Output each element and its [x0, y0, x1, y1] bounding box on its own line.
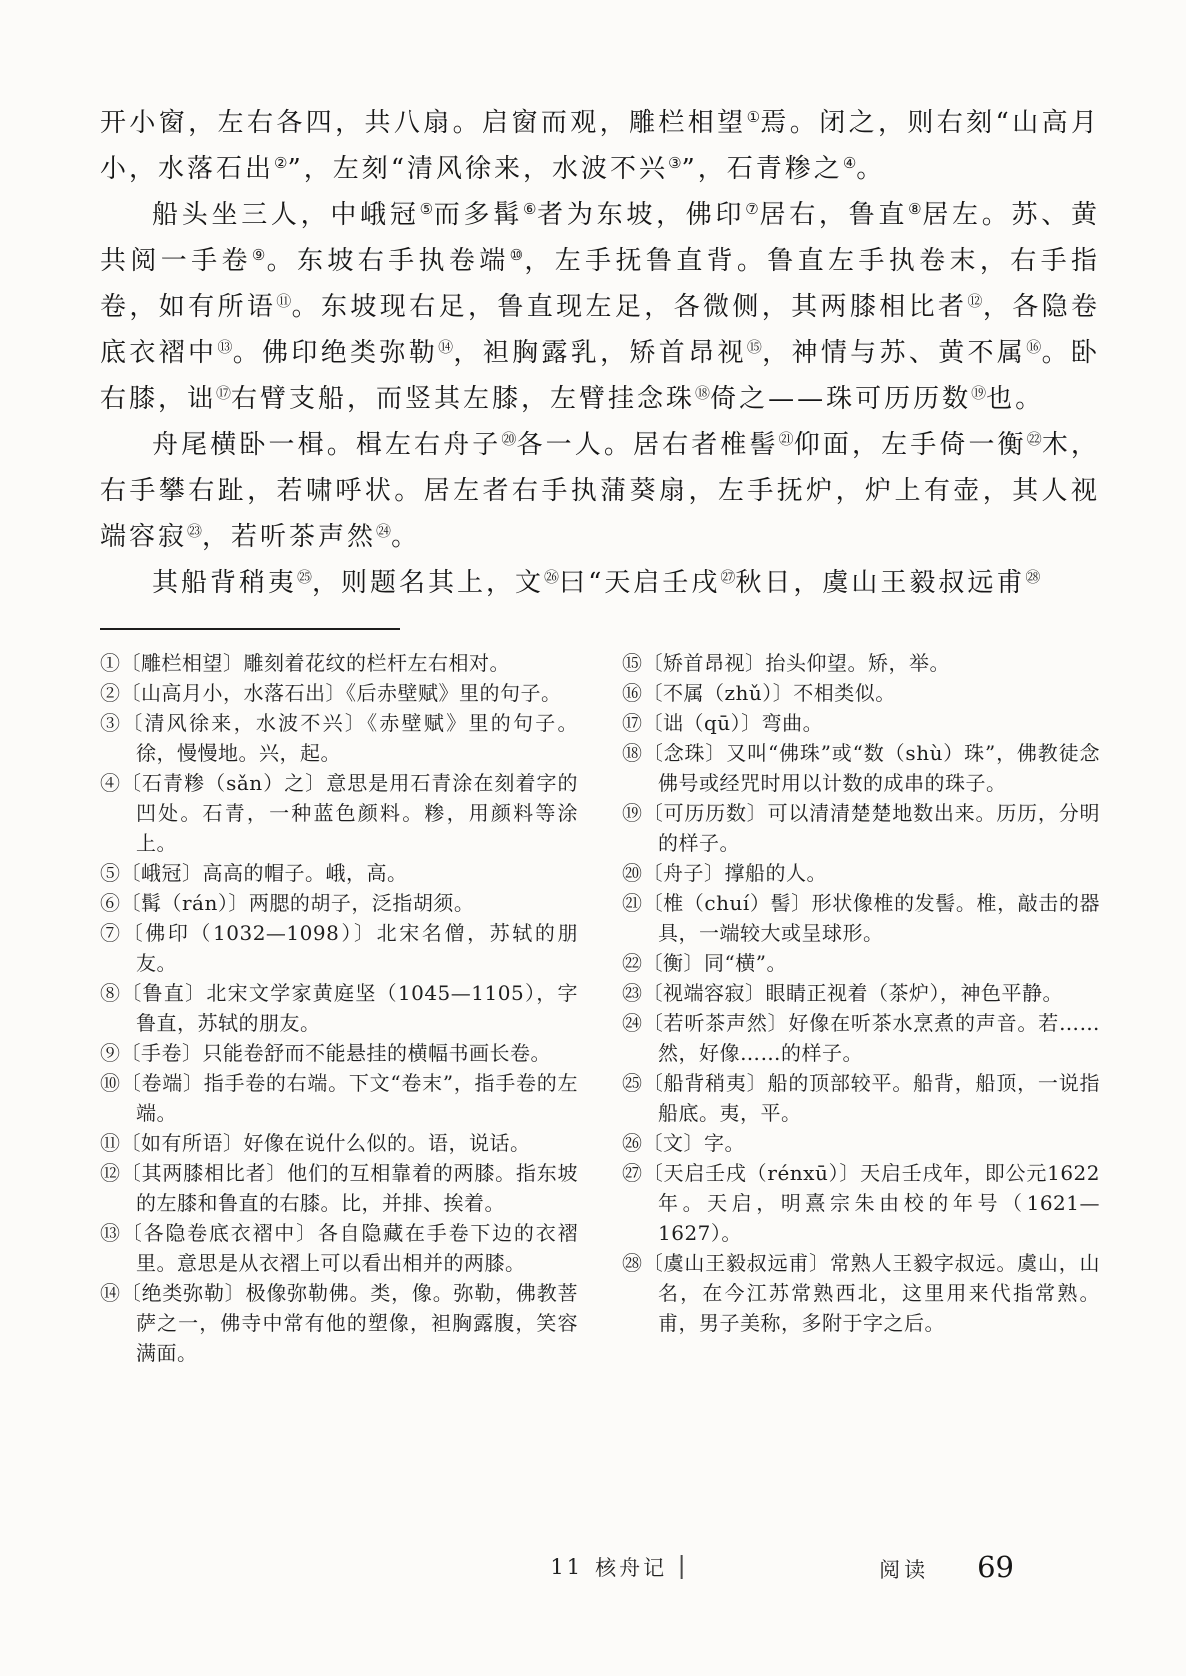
- footer-section-label: 阅读: [879, 1558, 930, 1582]
- footnote-item: ⑤〔峨冠〕高高的帽子。峨，高。: [100, 861, 408, 885]
- footnote-ref: ㉖: [544, 568, 560, 586]
- footnote-item: ⑩〔卷端〕指手卷的右端。下文“卷末”，指手卷的左端。: [100, 1071, 578, 1125]
- footnote-ref: ⑱: [695, 384, 711, 402]
- footnote-item: ⑭〔绝类弥勒〕极像弥勒佛。类，像。弥勒，佛教菩萨之一，佛寺中常有他的塑像，袒胸露腹，笑容满面。: [100, 1281, 578, 1365]
- footnote-ref: ㉓: [187, 522, 203, 540]
- footer-page-number: 69: [977, 1550, 1014, 1584]
- footnote-ref: ⑫: [967, 292, 983, 310]
- main-paragraph: 船头坐三人，中峨冠⑤而多髯⑥者为东坡，佛印⑦居右，鲁直⑧居左。苏、黄共阅一手卷⑨。东坡右手执卷端⑩，左手抚鲁直背。鲁直左手执卷末，右手指卷，如有所语⑪。东坡现右足，鲁直现左足，各微侧，其两膝相比者⑫，各隐卷底衣褶中⑬。佛印绝类弥勒⑭，袒胸露乳，矫首昂视⑮，神情与苏、黄不属⑯。卧右膝，诎⑰右臂支船，而竖其左膝，左臂挂念珠⑱倚之——珠可历历数⑲也。: [100, 200, 1100, 414]
- footnote-ref: ⑤: [419, 200, 434, 218]
- footer-lesson: [550, 1552, 683, 1582]
- footnote-item: ①〔雕栏相望〕雕刻着花纹的栏杆左右相对。: [100, 651, 510, 675]
- footnote-item: ⑲〔可历历数〕可以清清楚楚地数出来。历历，分明的样子。: [622, 801, 1100, 855]
- footnote-ref: ⑮: [746, 338, 763, 356]
- footnote-item: ㉖〔文〕字。: [622, 1131, 745, 1155]
- footnote-item: ㉓〔视端容寂〕眼睛正视着（茶炉），神色平静。: [622, 981, 1063, 1005]
- footnote-ref: ⑯: [1026, 338, 1042, 356]
- footnote-item: ㉘〔虞山王毅叔远甫〕常熟人王毅字叔远。虞山，山名，在今江苏常熟西北，这里用来代指常熟。甫，男子美称，多附于字之后。: [622, 1251, 1100, 1335]
- footnotes-left: [100, 648, 578, 1368]
- footnotes: [100, 648, 1100, 1368]
- main-paragraph: 其船背稍夷$^㉕$，则题名其上，文$^㉖$曰“天启壬戌$^㉗$秋日，虞山王毅叔远甫$^㉘$: [152, 568, 1041, 598]
- footnote-ref: ⑧: [908, 200, 923, 218]
- footnote-item: ㉗〔天启壬戌（rénxū）〕天启壬戌年，即公元1622年。天启，明熹宗朱由校的年号（1621—1627）。: [622, 1161, 1100, 1245]
- footnote-ref: ㉘: [1025, 568, 1041, 586]
- footnote-ref: ⑲: [971, 384, 987, 402]
- footnote-item: ㉔〔若听茶声然〕好像在听茶水烹煮的声音。若……然，好像……的样子。: [622, 1011, 1100, 1065]
- footnote-ref: ㉑: [778, 430, 794, 448]
- main-text: [100, 100, 1100, 606]
- footnote-ref: ㉗: [720, 568, 736, 586]
- footnote-ref: ⑬: [217, 338, 233, 356]
- footnote-ref: ⑳: [501, 430, 517, 448]
- footnote-ref: ⑩: [509, 246, 525, 264]
- footnote-ref: ③: [668, 154, 682, 172]
- footnote-ref: ④: [842, 154, 857, 172]
- footnote-item: ⑪〔如有所语〕好像在说什么似的。语，说话。: [100, 1131, 531, 1155]
- footnote-ref: ⑥: [522, 200, 538, 218]
- footnote-item: ⑨〔手卷〕只能卷舒而不能悬挂的横幅书画长卷。: [100, 1041, 551, 1065]
- footnote-item: ⑮〔矫首昂视〕抬头仰望。矫，举。: [622, 651, 950, 675]
- footnotes-right: [622, 648, 1100, 1368]
- footnote-item: ⑥〔髯（rán）〕两腮的胡子，泛指胡须。: [100, 891, 475, 915]
- footnote-item: ⑧〔鲁直〕北宋文学家黄庭坚（1045—1105），字鲁直，苏轼的朋友。: [100, 981, 578, 1035]
- footnote-item: ⑬〔各隐卷底衣褶中〕各自隐藏在手卷下边的衣褶里。意思是从衣褶上可以看出相并的两膝。: [100, 1221, 578, 1275]
- footer-divider-bar: [681, 1555, 683, 1579]
- footnote-item: ㉑〔椎（chuí）髻〕形状像椎的发髻。椎，敲击的器具，一端较大或呈球形。: [622, 891, 1100, 945]
- footnote-item: ㉒〔衡〕同“横”。: [622, 951, 787, 975]
- footnote-ref: ⑨: [251, 246, 267, 264]
- footnote-item: ⑱〔念珠〕又叫“佛珠”或“数（shù）珠”，佛教徒念佛号或经咒时用以计数的成串的珠子。: [622, 741, 1100, 795]
- footnote-ref: ⑰: [216, 384, 232, 402]
- footnote-item: ②〔山高月小，水落石出〕《后赤壁赋》里的句子。: [100, 681, 562, 705]
- main-paragraph: 开小窗，左右各四，共八扇。启窗而观，雕栏相望①焉。闭之，则右刻“山高月小，水落石出②”，左刻“清风徐来，水波不兴③”，石青糁之④。: [100, 108, 1100, 184]
- footnote-ref: ㉒: [1026, 430, 1042, 448]
- footer-right: [879, 1550, 1014, 1584]
- footnote-ref: ㉔: [376, 522, 392, 540]
- footnote-item: ⑰〔诎（qū）〕弯曲。: [622, 711, 824, 735]
- footnote-ref: ⑦: [745, 200, 760, 218]
- footnote-item: ⑦〔佛印（1032—1098）〕北宋名僧，苏轼的朋友。: [100, 921, 578, 975]
- main-paragraph: 舟尾横卧一楫。楫左右舟子⑳各一人。居右者椎髻$^㉑$仰面，左手倚一衡$^㉒$木，右手攀右趾，若啸呼状。居左者右手执蒲葵扇，左手抚炉，炉上有壶，其人视端容寂$^㉓$，若听茶声然$^㉔$。: [100, 430, 1100, 552]
- page-footer: [0, 1548, 1186, 1584]
- footnote-item: ④〔石青糁（sǎn）之〕意思是用石青涂在刻着字的凹处。石青，一种蓝色颜料。糁，用颜料等涂上。: [100, 771, 578, 855]
- footer-lesson-title: 核舟记: [595, 1556, 668, 1580]
- footnote-ref: ⑭: [438, 338, 454, 356]
- footnote-ref: ⑪: [276, 292, 292, 310]
- footnote-ref: ①: [746, 108, 761, 126]
- footnote-ref: ②: [274, 154, 288, 172]
- footnote-divider-rule: [100, 628, 400, 630]
- footnote-item: ⑫〔其两膝相比者〕他们的互相靠着的两膝。指东坡的左膝和鲁直的右膝。比，并排、挨着。: [100, 1161, 578, 1215]
- footnote-item: ㉕〔船背稍夷〕船的顶部较平。船背，船顶，一说指船底。夷，平。: [622, 1071, 1100, 1125]
- footnote-item: ⑳〔舟子〕撑船的人。: [622, 861, 827, 885]
- footnote-item: ⑯〔不属（zhǔ）〕不相类似。: [622, 681, 896, 705]
- footnote-ref: ㉕: [297, 568, 313, 586]
- footer-lesson-number: 11: [550, 1555, 584, 1579]
- footnote-item: ③〔清风徐来，水波不兴〕《赤壁赋》里的句子。徐，慢慢地。兴，起。: [100, 711, 578, 765]
